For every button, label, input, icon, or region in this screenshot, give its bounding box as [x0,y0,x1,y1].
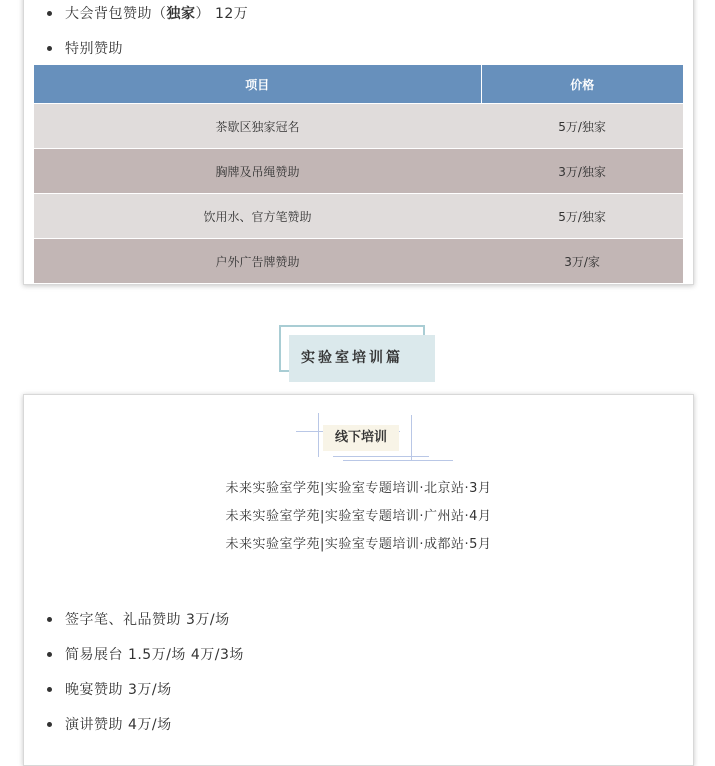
table-cell: 胸牌及吊绳赞助 [34,149,481,194]
table-row [34,194,683,239]
frame-line [333,456,429,457]
table-row [34,104,683,149]
table-cell: 饮用水、官方笔赞助 [34,194,481,239]
table-cell: 5万/独家 [481,104,683,149]
frame-line [343,460,453,461]
list-item: 特别赞助 [65,41,123,57]
list-item: 演讲赞助 4万/场 [65,717,172,733]
list-item: 简易展台 1.5万/场 4万/3场 [65,647,244,663]
list-item: 签字笔、礼品赞助 3万/场 [65,612,230,628]
table-header-row [34,65,683,104]
column-header-item: 项目 [34,65,481,104]
table-row [34,239,683,284]
table-cell: 户外广告牌赞助 [34,239,481,284]
table-cell: 3万/家 [481,239,683,284]
sponsorship-card [23,0,694,285]
session-line: 未来实验室学苑|实验室专题培训·成都站·5月 [225,537,492,552]
subhead-frame [296,413,436,469]
section-title [279,325,425,372]
table-cell: 3万/独家 [481,149,683,194]
list-item: 大会背包赞助（独家） 12万 [65,6,249,22]
table-cell: 5万/独家 [481,194,683,239]
session-line: 未来实验室学苑|实验室专题培训·北京站·3月 [225,481,492,496]
list-item: 晚宴赞助 3万/场 [65,682,172,698]
table-row [34,149,683,194]
column-header-price: 价格 [481,65,683,104]
price-table [34,65,683,283]
training-card [23,394,694,766]
section-title-text: 实验室培训篇 [301,350,403,366]
table-cell: 茶歇区独家冠名 [34,104,481,149]
frame-line [318,413,319,457]
frame-line [411,415,412,461]
subhead-title: 线下培训 [323,425,399,451]
session-line: 未来实验室学苑|实验室专题培训·广州站·4月 [225,509,492,524]
